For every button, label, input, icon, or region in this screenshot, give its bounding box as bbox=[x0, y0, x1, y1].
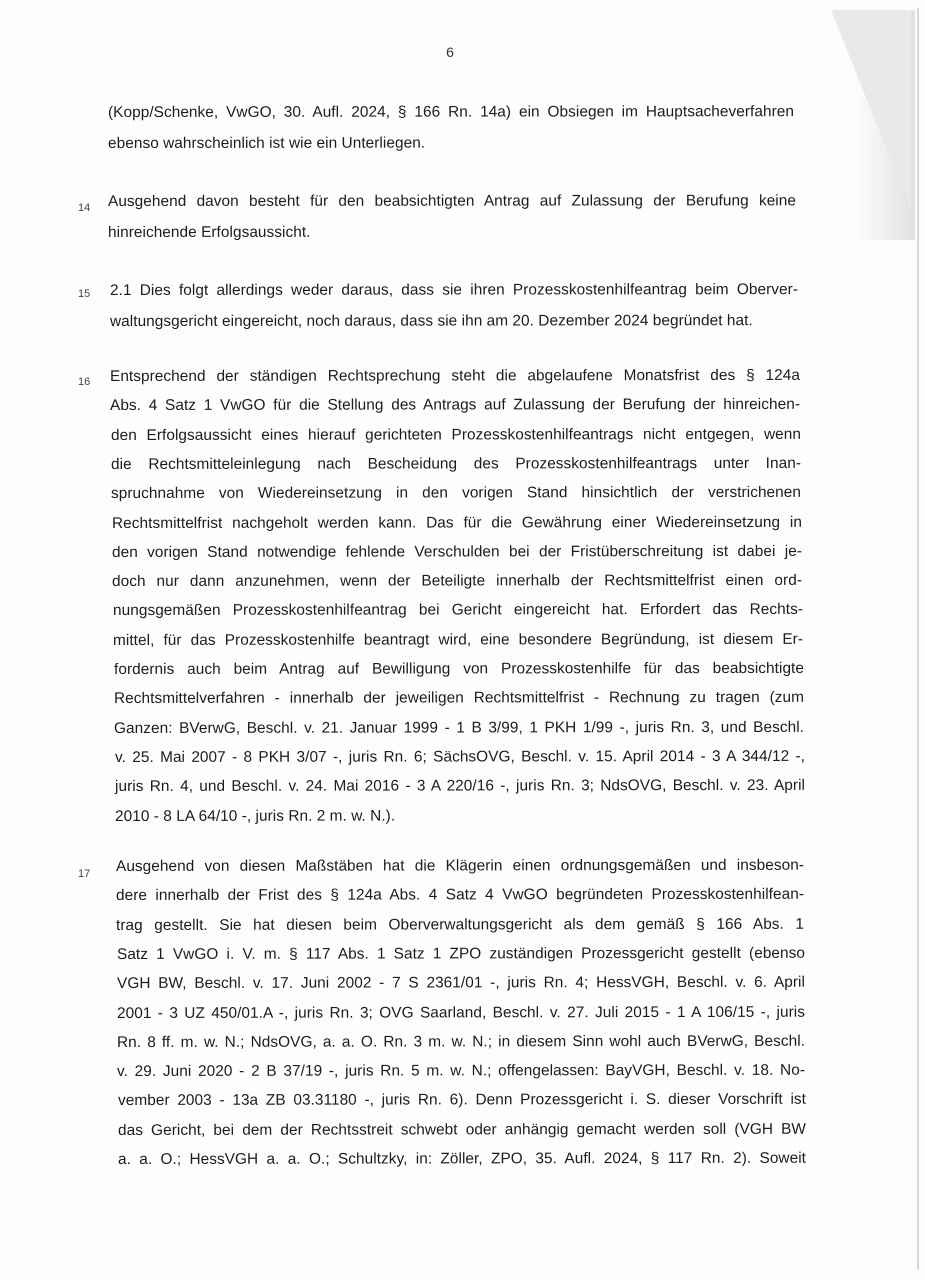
text-line: vember 2003 - 13a ZB 03.31180 -, juris Rn. 6). Denn Prozessgericht i. S. dieser Vorschrift ist bbox=[117, 1091, 806, 1110]
paragraph-number: 14 bbox=[78, 202, 91, 214]
text-line: v. 29. Juni 2020 - 2 B 37/19 -, juris Rn. 5 m. w. N.; offengelassen: BayVGH, Beschl. v. 18. No- bbox=[117, 1061, 806, 1081]
text-line: a. a. O.; HessVGH a. a. O.; Schultzky, in: Zöller, ZPO, 35. Aufl. 2024, § 117 Rn. 2). Soweit bbox=[117, 1149, 807, 1168]
text-line: Entsprechend der ständigen Rechtsprechung steht die abgelaufene Monatsfrist des § 124a bbox=[109, 366, 801, 385]
paragraph-number: 17 bbox=[78, 868, 91, 880]
paragraph-number: 16 bbox=[78, 376, 91, 388]
text-line: waltungsgericht eingereicht, noch daraus, dass sie ihn am 20. Dezember 2024 begründet hat. bbox=[109, 312, 753, 330]
text-line: Rn. 8 ff. m. w. N.; NdsOVG, a. a. O. Rn. 3 m. w. N.; in diesem Sinn wohl auch BVerwG, Beschl. bbox=[117, 1032, 806, 1051]
text-line: fordernis auch beim Antrag auf Bewilligung von Prozesskostenhilfe für das beabsichtigte bbox=[113, 659, 804, 678]
text-line: juris Rn. 4, und Beschl. v. 24. Mai 2016 - 3 A 220/16 -, juris Rn. 3; NdsOVG, Beschl. v. 23. April bbox=[114, 777, 805, 796]
text-line: trag gestellt. Sie hat diesen beim Oberverwaltungsgericht als dem gemäß § 166 Abs. 1 bbox=[116, 915, 805, 934]
text-line: den Erfolgsaussicht eines hierauf gerichteten Prozesskostenhilfeantrags nicht entgegen, wenn bbox=[110, 425, 801, 444]
scan-page-fold bbox=[831, 10, 911, 210]
text-line: doch nur dann anzunehmen, wenn der Beteiligte innerhalb der Rechtsmittelfrist einen ord- bbox=[112, 571, 803, 591]
text-line: nungsgemäßen Prozesskostenhilfeantrag bei Gericht eingereicht hat. Erfordert das Rechts- bbox=[112, 601, 803, 620]
text-line: dere innerhalb der Frist des § 124a Abs. 4 Satz 4 VwGO begründeten Prozesskostenhilfean- bbox=[116, 886, 805, 905]
text-line: Rechtsmittelverfahren - innerhalb der jeweiligen Rechtsmittelfrist - Rechnung zu tragen (zum bbox=[113, 689, 804, 708]
text-line: den vorigen Stand notwendige fehlende Verschulden bei der Fristüberschreitung ist dabei je- bbox=[112, 542, 803, 561]
page-number: 6 bbox=[446, 44, 454, 60]
text-line: Rechtsmittelfrist nachgeholt werden kann. Das für die Gewährung einer Wiedereinsetzung in bbox=[111, 513, 802, 532]
paragraph-number: 15 bbox=[78, 288, 91, 300]
text-line: 2001 - 3 UZ 450/01.A -, juris Rn. 3; OVG Saarland, Beschl. v. 27. Juli 2015 - 1 A 106/15 -, juris bbox=[116, 1003, 806, 1022]
text-line: ebenso wahrscheinlich ist wie ein Unterliegen. bbox=[107, 134, 426, 152]
text-line: Ausgehend von diesen Maßstäben hat die Klägerin einen ordnungsgemäßen und insbeson- bbox=[115, 856, 805, 875]
text-line: 2.1 Dies folgt allerdings weder daraus, dass sie ihren Prozesskostenhilfeantrag beim Oberver- bbox=[109, 281, 799, 299]
text-line: Abs. 4 Satz 1 VwGO für die Stellung des Antrags auf Zulassung der Berufung der hinreichen- bbox=[110, 396, 801, 415]
text-line: (Kopp/Schenke, VwGO, 30. Aufl. 2024, § 166 Rn. 14a) ein Obsiegen im Hauptsacheverfahren bbox=[107, 103, 795, 121]
text-line: hinreichende Erfolgsaussicht. bbox=[107, 223, 311, 241]
text-line: VGH BW, Beschl. v. 17. Juni 2002 - 7 S 2361/01 -, juris Rn. 4; HessVGH, Beschl. v. 6. April bbox=[116, 973, 805, 993]
text-line: mittel, für das Prozesskostenhilfe beantragt wird, eine besondere Begründung, ist diesem Er- bbox=[113, 630, 804, 649]
text-line: die Rechtsmitteleinlegung nach Bescheidung des Prozesskostenhilfeantrags unter Inan- bbox=[111, 454, 802, 473]
text-line: Ganzen: BVerwG, Beschl. v. 21. Januar 1999 - 1 B 3/99, 1 PKH 1/99 -, juris Rn. 3, und Beschl. bbox=[114, 718, 805, 737]
text-line: Satz 1 VwGO i. V. m. § 117 Abs. 1 Satz 1 ZPO zuständigen Prozessgericht gestellt (ebenso bbox=[116, 944, 805, 963]
text-line: 2010 - 8 LA 64/10 -, juris Rn. 2 m. w. N.). bbox=[115, 807, 396, 825]
text-line: v. 25. Mai 2007 - 8 PKH 3/07 -, juris Rn. 6; SächsOVG, Beschl. v. 15. April 2014 - 3 A 344/12 -, bbox=[114, 747, 805, 766]
scan-page-edge bbox=[917, 8, 919, 1270]
text-line: spruchnahme von Wiedereinsetzung in den vorigen Stand hinsichtlich der verstrichenen bbox=[111, 484, 802, 503]
text-line: das Gericht, bei dem der Rechtsstreit schwebt oder anhängig gemacht werden soll (VGH BW bbox=[117, 1120, 806, 1139]
text-line: Ausgehend davon besteht für den beabsichtigten Antrag auf Zulassung der Berufung keine bbox=[107, 192, 797, 210]
